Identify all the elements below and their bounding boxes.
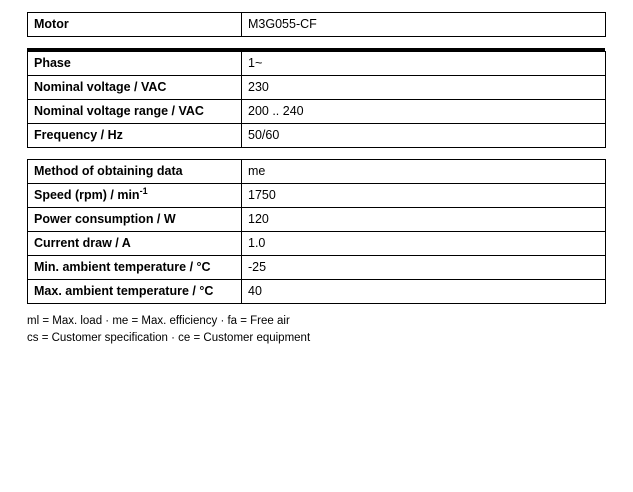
row-label-text: Speed (rpm) / min xyxy=(34,188,140,202)
table-row xyxy=(28,124,606,148)
table-row xyxy=(28,280,606,304)
row-value: 50/60 xyxy=(242,124,606,148)
row-value: 1~ xyxy=(242,52,606,76)
footnotes xyxy=(27,313,605,346)
row-label: Min. ambient temperature / °C xyxy=(28,256,242,280)
row-value: 1750 xyxy=(242,184,606,208)
motor-title-table xyxy=(27,12,606,37)
table-row xyxy=(28,256,606,280)
row-label: Motor xyxy=(28,13,242,37)
footnote-line: ml = Max. load · me = Max. efficiency · fa = Free air xyxy=(27,315,290,327)
row-value: -25 xyxy=(242,256,606,280)
row-label-superscript: -1 xyxy=(139,185,148,196)
row-value: me xyxy=(242,160,606,184)
row-label: Current draw / A xyxy=(28,232,242,256)
spec-sheet xyxy=(27,12,605,346)
table-row xyxy=(28,76,606,100)
row-label: Frequency / Hz xyxy=(28,124,242,148)
table-row xyxy=(28,232,606,256)
table-row xyxy=(28,160,606,184)
row-value: M3G055-CF xyxy=(242,13,606,37)
row-value: 120 xyxy=(242,208,606,232)
row-value: 40 xyxy=(242,280,606,304)
electrical-table xyxy=(27,51,606,148)
table-row xyxy=(28,184,606,208)
table-row xyxy=(28,13,606,37)
performance-table xyxy=(27,159,606,304)
table-row xyxy=(28,52,606,76)
block-spacer xyxy=(27,148,605,159)
row-label: Method of obtaining data xyxy=(28,160,242,184)
row-label: Power consumption / W xyxy=(28,208,242,232)
row-label: Nominal voltage / VAC xyxy=(28,76,242,100)
row-value: 1.0 xyxy=(242,232,606,256)
row-label xyxy=(28,184,242,208)
row-label: Phase xyxy=(28,52,242,76)
row-value: 230 xyxy=(242,76,606,100)
table-row xyxy=(28,208,606,232)
table-row xyxy=(28,100,606,124)
row-label: Max. ambient temperature / °C xyxy=(28,280,242,304)
row-value: 200 .. 240 xyxy=(242,100,606,124)
footnote-line: cs = Customer specification · ce = Customer equipment xyxy=(27,331,311,344)
row-label: Nominal voltage range / VAC xyxy=(28,100,242,124)
